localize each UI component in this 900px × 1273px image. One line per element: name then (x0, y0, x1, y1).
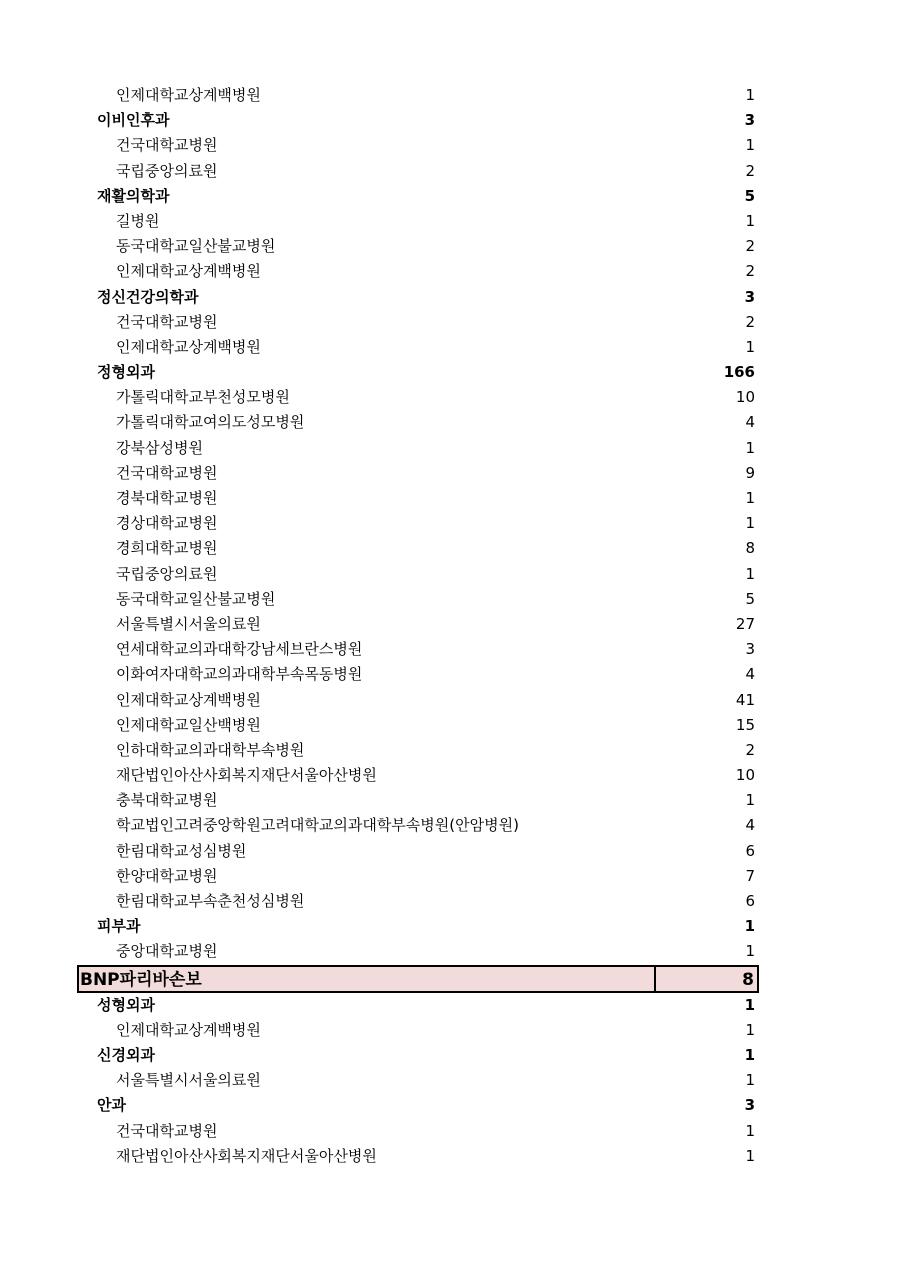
hospital-count: 1 (745, 337, 755, 356)
hospital-count: 1 (745, 564, 755, 583)
hospital-name: 인제대학교상계백병원 (116, 337, 261, 356)
hospital-row (0, 839, 900, 864)
hospital-row (0, 939, 900, 964)
department-name: 정형외과 (97, 363, 155, 382)
hospital-count: 7 (745, 866, 755, 885)
hospital-count: 6 (745, 892, 755, 910)
hospital-row (0, 83, 900, 108)
hospital-row (0, 763, 900, 788)
hospital-name: 인제대학교상계백병원 (116, 1020, 261, 1039)
hospital-row (0, 410, 900, 435)
hospital-row (0, 1119, 900, 1144)
hospital-name: 서울특별시서울의료원 (116, 614, 261, 633)
hospital-row (0, 864, 900, 889)
hospital-row (0, 486, 900, 511)
department-row (0, 1093, 900, 1118)
cell-divider (654, 967, 656, 991)
hospital-count: 1 (745, 1121, 755, 1140)
hospital-row (0, 562, 900, 587)
hospital-count: 1 (745, 136, 755, 155)
hospital-count: 4 (745, 816, 755, 835)
hospital-count: 6 (745, 841, 755, 860)
hospital-row (0, 209, 900, 234)
hospital-count: 9 (745, 463, 755, 482)
hospital-name: 인하대학교의과대학부속병원 (116, 740, 305, 759)
department-count: 166 (723, 363, 755, 382)
hospital-name: 한림대학교부속춘천성심병원 (116, 892, 305, 910)
department-name: 안과 (97, 1096, 126, 1115)
hospital-row (0, 159, 900, 184)
hospital-name: 이화여자대학교의과대학부속목동병원 (116, 665, 363, 684)
hospital-row (0, 511, 900, 536)
hospital-name: 동국대학교일산불교병원 (116, 589, 276, 608)
hospital-count: 10 (735, 766, 755, 785)
department-row (0, 285, 900, 310)
hospital-name: 인제대학교상계백병원 (116, 690, 261, 709)
hospital-count: 10 (735, 388, 755, 407)
hospital-row (0, 259, 900, 284)
hospital-row (0, 688, 900, 713)
hospital-name: 건국대학교병원 (116, 1121, 218, 1140)
department-row (0, 360, 900, 385)
hospital-name: 가톨릭대학교부천성모병원 (116, 388, 290, 407)
hospital-count: 4 (745, 665, 755, 684)
department-name: 신경외과 (97, 1045, 155, 1064)
hospital-count: 1 (745, 86, 755, 104)
hospital-name: 건국대학교병원 (116, 136, 218, 155)
hospital-count: 4 (745, 413, 755, 432)
hospital-row (0, 461, 900, 486)
hospital-name: 경희대학교병원 (116, 539, 218, 558)
hospital-row (0, 587, 900, 612)
hospital-name: 중앙대학교병원 (116, 942, 218, 961)
hospital-row (0, 738, 900, 763)
hospital-name: 경북대학교병원 (116, 489, 218, 507)
hospital-count: 3 (745, 640, 755, 659)
hospital-row (0, 436, 900, 461)
hospital-name: 한림대학교성심병원 (116, 841, 247, 860)
hospital-row (0, 637, 900, 662)
department-count: 1 (744, 1045, 755, 1064)
department-count: 3 (744, 287, 755, 306)
department-name: 정신건강의학과 (97, 287, 199, 306)
hospital-row (0, 612, 900, 637)
hospital-name: 건국대학교병원 (116, 463, 218, 482)
hospital-count: 2 (745, 262, 755, 281)
department-row (0, 1043, 900, 1068)
hospital-count: 2 (745, 740, 755, 759)
hospital-row (0, 813, 900, 838)
department-count: 1 (744, 917, 755, 936)
department-count: 3 (744, 111, 755, 130)
hospital-name: 재단법인아산사회복지재단서울아산병원 (116, 1146, 377, 1165)
hospital-name: 동국대학교일산불교병원 (116, 237, 276, 256)
hospital-count: 1 (745, 791, 755, 810)
hospital-row (0, 1068, 900, 1093)
hospital-count: 5 (745, 589, 755, 608)
company-group-row (77, 965, 759, 993)
department-name: 피부과 (97, 917, 141, 936)
hospital-name: 경상대학교병원 (116, 514, 218, 533)
hospital-name: 연세대학교의과대학강남세브란스병원 (116, 640, 363, 659)
hospital-row (0, 133, 900, 158)
department-row (0, 184, 900, 209)
hospital-row (0, 889, 900, 914)
hospital-count: 15 (735, 715, 755, 734)
hospital-name: 국립중앙의료원 (116, 161, 218, 180)
hospital-count: 1 (745, 489, 755, 507)
hospital-name: 건국대학교병원 (116, 312, 218, 331)
department-name: 이비인후과 (97, 111, 170, 130)
hospital-row (0, 788, 900, 813)
company-count: 8 (742, 969, 754, 990)
hospital-row (0, 536, 900, 561)
hospital-name: 길병원 (116, 211, 160, 230)
hospital-row (0, 1018, 900, 1043)
department-count: 5 (744, 186, 755, 205)
hospital-name: 서울특별시서울의료원 (116, 1071, 261, 1090)
hospital-count: 1 (745, 211, 755, 230)
hospital-row (0, 385, 900, 410)
hospital-count: 2 (745, 312, 755, 331)
hospital-count: 8 (745, 539, 755, 558)
hospital-name: 인제대학교상계백병원 (116, 262, 261, 281)
hospital-name: 강북삼성병원 (116, 438, 203, 457)
hospital-row (0, 335, 900, 360)
hospital-count: 1 (745, 1020, 755, 1039)
department-row (0, 108, 900, 133)
department-count: 1 (744, 995, 755, 1014)
company-name: BNP파리바손보 (80, 969, 202, 990)
hospital-name: 학교법인고려중앙학원고려대학교의과대학부속병원(안암병원) (116, 816, 519, 835)
hospital-count: 27 (735, 614, 755, 633)
hospital-row (0, 234, 900, 259)
hospital-row (0, 1144, 900, 1169)
hospital-count: 1 (745, 1146, 755, 1165)
hospital-name: 국립중앙의료원 (116, 564, 218, 583)
department-row (0, 914, 900, 939)
report-table (0, 83, 900, 1169)
hospital-row (0, 713, 900, 738)
hospital-name: 한양대학교병원 (116, 866, 218, 885)
hospital-count: 2 (745, 237, 755, 256)
hospital-name: 가톨릭대학교여의도성모병원 (116, 413, 305, 432)
department-row (0, 993, 900, 1018)
hospital-count: 1 (745, 438, 755, 457)
hospital-count: 41 (735, 690, 755, 709)
hospital-count: 1 (745, 1071, 755, 1090)
department-count: 3 (744, 1096, 755, 1115)
hospital-row (0, 310, 900, 335)
hospital-row (0, 662, 900, 687)
hospital-name: 충북대학교병원 (116, 791, 218, 810)
department-name: 재활의학과 (97, 186, 170, 205)
hospital-count: 1 (745, 514, 755, 533)
department-name: 성형외과 (97, 995, 155, 1014)
hospital-name: 인제대학교일산백병원 (116, 715, 261, 734)
hospital-count: 2 (745, 161, 755, 180)
hospital-count: 1 (745, 942, 755, 961)
hospital-name: 재단법인아산사회복지재단서울아산병원 (116, 766, 377, 785)
hospital-name: 인제대학교상계백병원 (116, 86, 261, 104)
